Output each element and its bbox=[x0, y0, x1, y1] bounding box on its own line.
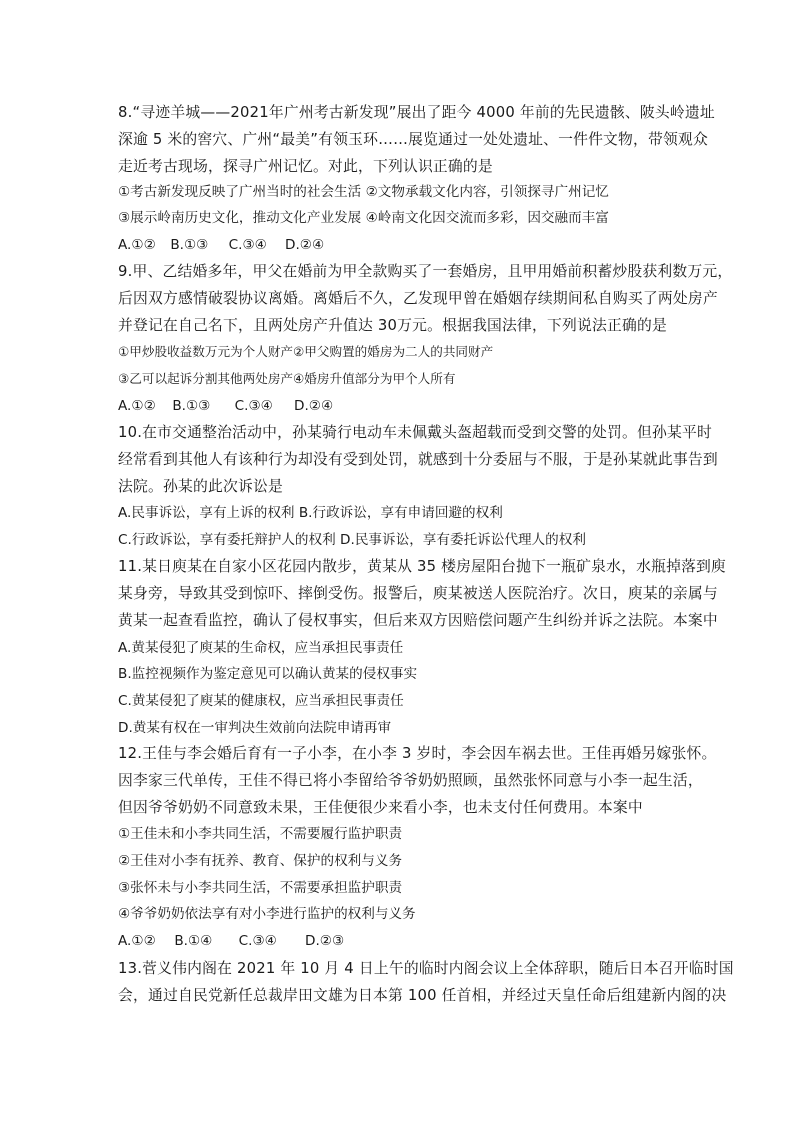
q11-stem-line-3: 黄某一起查看监控，确认了侵权事实，但后来双方因赔偿问题产生纠纷并诉之法院。本案中 bbox=[118, 612, 718, 629]
q8-stem-line-3: 走近考古现场，探寻广州记忆。对此，下列认识正确的是 bbox=[118, 158, 493, 175]
q9-stem-line-1: 9.甲、乙结婚多年，甲父在婚前为甲全款购买了一套婚房，且甲用婚前积蓄炒股获利数万元， bbox=[118, 263, 733, 280]
q12-statement-1: ①王佳未和小李共同生活，不需要履行监护职责 bbox=[118, 826, 403, 842]
q9-stem-line-3: 并登记在自己名下，且两处房产升值达 30万元。根据我国法律，下列说法正确的是 bbox=[118, 317, 668, 334]
q10-stem-line-3: 法院。孙某的此次诉讼是 bbox=[118, 478, 283, 495]
q11-option-d[interactable]: D.黄某有权在一审判决生效前向法院申请再审 bbox=[118, 720, 392, 736]
q12-statement-4: ④爷爷奶奶依法享有对小李进行监护的权利与义务 bbox=[118, 906, 416, 922]
q8-options bbox=[118, 235, 324, 255]
q13-stem-line-2: 会，通过自民党新任总裁岸田文雄为日本第 100 任首相，并经过天皇任命后组建新内阁的决 bbox=[118, 987, 727, 1004]
q12-stem-line-3: 但因爷爷奶奶不同意致未果，王佳便很少来看小李，也未支付任何费用。本案中 bbox=[118, 799, 643, 816]
q9-statement-2: ③乙可以起诉分割其他两处房产④婚房升值部分为甲个人所有 bbox=[118, 371, 456, 386]
q13-stem-line-1: 13.菅义伟内阁在 2021 年 10 月 4 日上午的临时内阁会议上全体辞职，随后日本召开临时国 bbox=[118, 960, 734, 977]
q9-statement-1: ①甲炒股收益数万元为个人财产②甲父购置的婚房为二人的共同财产 bbox=[118, 344, 494, 359]
q12-option-c[interactable]: C.③④ bbox=[238, 933, 277, 949]
q10-stem-line-1: 10.在市交通整治活动中，孙某骑行电动车未佩戴头盔超载而受到交警的处罚。但孙某平时 bbox=[118, 424, 713, 441]
q8-option-b[interactable]: B.①③ bbox=[170, 237, 209, 253]
q9-option-b[interactable]: B.①③ bbox=[172, 398, 211, 414]
q11-stem-line-1: 11.某日庾某在自家小区花园内散步，黄某从 35 楼房屋阳台抛下一瓶矿泉水，水瓶掉落到庾 bbox=[118, 558, 727, 575]
q9-option-c[interactable]: C.③④ bbox=[234, 398, 273, 414]
q8-statement-2: ③展示岭南历史文化，推动文化产业发展 ④岭南文化因交流而多彩，因交融而丰富 bbox=[118, 210, 609, 226]
q12-statement-3: ③张怀未与小李共同生活，不需要承担监护职责 bbox=[118, 880, 403, 896]
q8-statement-1: ①考古新发现反映了广州当时的社会生活 ②文物承载文化内容，引领探寻广州记忆 bbox=[118, 184, 609, 200]
q12-statement-2: ②王佳对小李有抚养、教育、保护的权利与义务 bbox=[118, 853, 403, 869]
q9-option-d[interactable]: D.②④ bbox=[293, 398, 334, 414]
q8-stem-line-1: 8.“寻迹羊城——2021年广州考古新发现”展出了距今 4000 年前的先民遗骸、陂头岭遗址 bbox=[118, 104, 715, 121]
q11-stem-line-2: 某身旁，导致其受到惊吓、摔倒受伤。报警后，庾某被送人医院治疗。次日，庾某的亲属与 bbox=[118, 585, 718, 602]
q12-option-a[interactable]: A.①② bbox=[118, 933, 156, 949]
q11-option-a[interactable]: A.黄某侵犯了庾某的生命权，应当承担民事责任 bbox=[118, 640, 404, 656]
q8-option-d[interactable]: D.②④ bbox=[284, 237, 325, 253]
q11-option-c[interactable]: C.黄某侵犯了庾某的健康权，应当承担民事责任 bbox=[118, 693, 404, 709]
q9-option-a[interactable]: A.①② bbox=[118, 398, 156, 414]
q8-option-c[interactable]: C.③④ bbox=[228, 237, 267, 253]
q12-stem-line-2: 因李家三代单传，王佳不得已将小李留给爷爷奶奶照顾，虽然张怀同意与小李一起生活， bbox=[118, 772, 703, 789]
q10-option-ab[interactable]: A.民事诉讼，享有上诉的权利 B.行政诉讼，享有申请回避的权利 bbox=[118, 505, 503, 521]
q12-option-d[interactable]: D.②③ bbox=[304, 933, 345, 949]
q9-options bbox=[118, 396, 333, 416]
q8-stem-line-2: 深逾 5 米的窖穴、广州“最美”有领玉环……展览通过一处处遗址、一件件文物，带领观众 bbox=[118, 131, 709, 148]
q12-options bbox=[118, 931, 344, 951]
q9-stem-line-2: 后因双方感情破裂协议离婚。离婚后不久，乙发现甲曾在婚姻存续期间私自购买了两处房产 bbox=[118, 290, 718, 307]
q11-option-b[interactable]: B.监控视频作为鉴定意见可以确认黄某的侵权事实 bbox=[118, 666, 418, 682]
q10-stem-line-2: 经常看到其他人有该种行为却没有受到处罚，就感到十分委屈与不服，于是孙某就此事告到 bbox=[118, 451, 718, 468]
q12-option-b[interactable]: B.①④ bbox=[174, 933, 213, 949]
q10-option-cd[interactable]: C.行政诉讼，享有委托辩护人的权利 D.民事诉讼，享有委托诉讼代理人的权利 bbox=[118, 532, 586, 548]
q12-stem-line-1: 12.王佳与李会婚后育有一子小李，在小李 3 岁时，李会因车祸去世。王佳再婚另嫁张怀。 bbox=[118, 745, 717, 762]
q8-option-a[interactable]: A.①② bbox=[118, 237, 156, 253]
